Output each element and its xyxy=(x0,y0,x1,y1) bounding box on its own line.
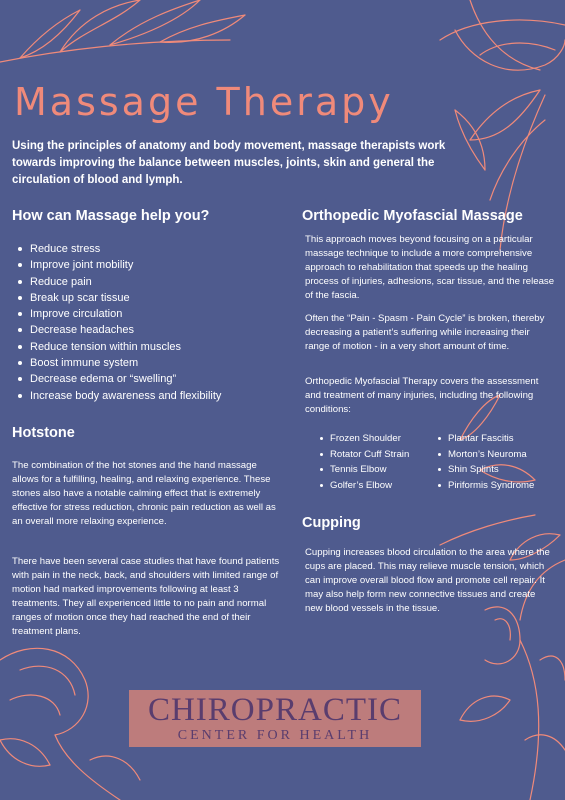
list-item: Decrease edema or “swelling” xyxy=(18,371,288,387)
list-item: Frozen Shoulder xyxy=(320,431,409,447)
list-item: Piriformis Syndrome xyxy=(438,478,534,494)
list-item: Reduce tension within muscles xyxy=(18,339,288,355)
list-item: Reduce stress xyxy=(18,241,288,257)
hotstone-paragraph-2: There have been several case studies that have found patients with pain in the neck, back, and shoulders with limited range of motion had marked improvements following at least 3 treatments. They all experienced little to no pain and normal ranges of motion once they had reached the end of their treatment plans. xyxy=(12,556,280,637)
cupping-heading: Cupping xyxy=(302,515,361,531)
hotstone-heading: Hotstone xyxy=(12,425,75,441)
list-item: Increase body awareness and flexibility xyxy=(18,388,288,404)
list-item: Tennis Elbow xyxy=(320,462,409,478)
intro-paragraph: Using the principles of anatomy and body movement, massage therapists work towards improving the balance between muscles, joints, skin and general the circulation of blood and lymph. xyxy=(12,140,446,186)
orthopedic-heading: Orthopedic Myofascial Massage xyxy=(302,208,523,224)
list-item: Plantar Fascitis xyxy=(438,431,534,447)
orthopedic-paragraph-1: This approach moves beyond focusing on a particular massage technique to include a more comprehensive approach to rehabilitation that speeds up the healing process of injuries, adhesions, scar tissue, and the release of the fascia. xyxy=(305,234,555,301)
list-item: Improve joint mobility xyxy=(18,257,288,273)
logo-main-text: CHIROPRACTIC xyxy=(147,692,403,728)
list-item: Morton’s Neuroma xyxy=(438,447,534,463)
list-item: Break up scar tissue xyxy=(18,290,288,306)
orthopedic-paragraph-3: Orthopedic Myofascial Therapy covers the assessment and treatment of many injuries, including the following conditions: xyxy=(305,376,539,415)
list-item: Reduce pain xyxy=(18,274,288,290)
help-list xyxy=(18,241,288,404)
page-title: Massage Therapy xyxy=(14,80,394,124)
conditions-list-left xyxy=(320,431,409,493)
cupping-paragraph: Cupping increases blood circulation to the area where the cups are placed. This may relieve muscle tension, which can improve overall blood flow and promote cell repair. It may also help form new connective tissues and create new blood vessels in the tissue. xyxy=(305,547,550,614)
logo-sub-text: CENTER FOR HEALTH xyxy=(177,728,373,743)
hotstone-paragraph-1: The combination of the hot stones and the hand massage allows for a fulfilling, healing, and relaxing experience. These stones also have a notable calming effect that is extremely effective for stress reduction, chronic pain reduction as well as an overall more relaxing experience. xyxy=(12,460,276,527)
orthopedic-paragraph-2: Often the “Pain - Spasm - Pain Cycle” is broken, thereby decreasing a patient’s suffering while increasing their range of motion - in a very short amount of time. xyxy=(305,313,545,352)
list-item: Boost immune system xyxy=(18,355,288,371)
help-heading: How can Massage help you? xyxy=(12,208,210,224)
chiropractic-logo xyxy=(129,690,421,747)
list-item: Golfer’s Elbow xyxy=(320,478,409,494)
list-item: Rotator Cuff Strain xyxy=(320,447,409,463)
list-item: Shin Splints xyxy=(438,462,534,478)
list-item: Decrease headaches xyxy=(18,322,288,338)
list-item: Improve circulation xyxy=(18,306,288,322)
conditions-list-right xyxy=(438,431,534,493)
